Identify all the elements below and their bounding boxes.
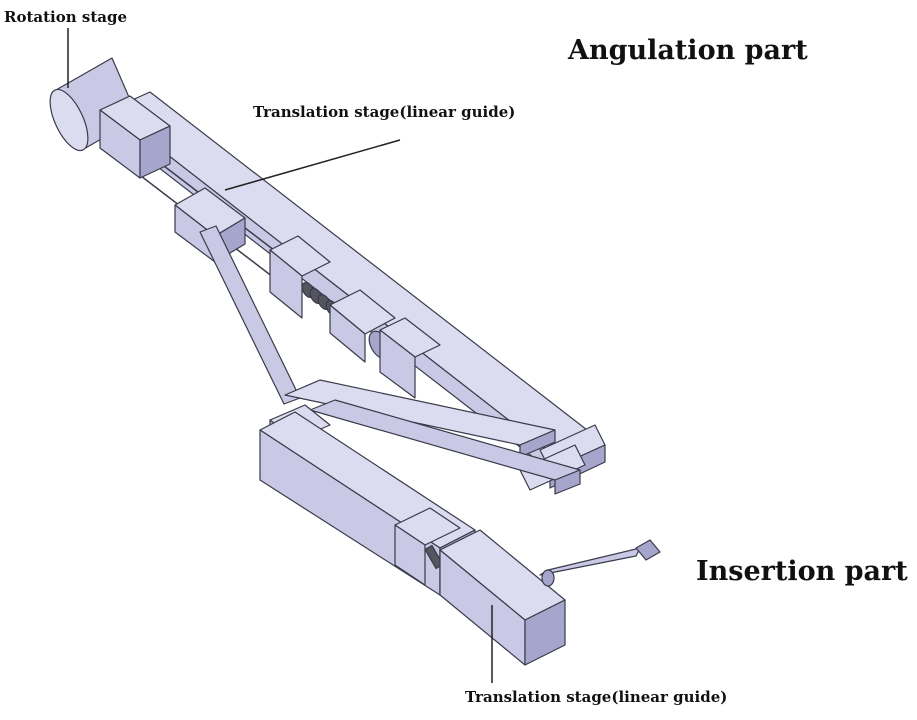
label-translation-stage-bottom: Translation stage(linear guide) — [465, 688, 728, 706]
label-rotation-stage: Rotation stage — [4, 8, 128, 26]
catheter-rod — [540, 540, 660, 586]
label-insertion-part: Insertion part — [696, 556, 908, 587]
leader-translation-top — [225, 140, 400, 190]
label-translation-stage-top: Translation stage(linear guide) — [253, 103, 516, 121]
label-angulation-part: Angulation part — [568, 35, 808, 66]
insertion-translation-block — [440, 530, 565, 665]
